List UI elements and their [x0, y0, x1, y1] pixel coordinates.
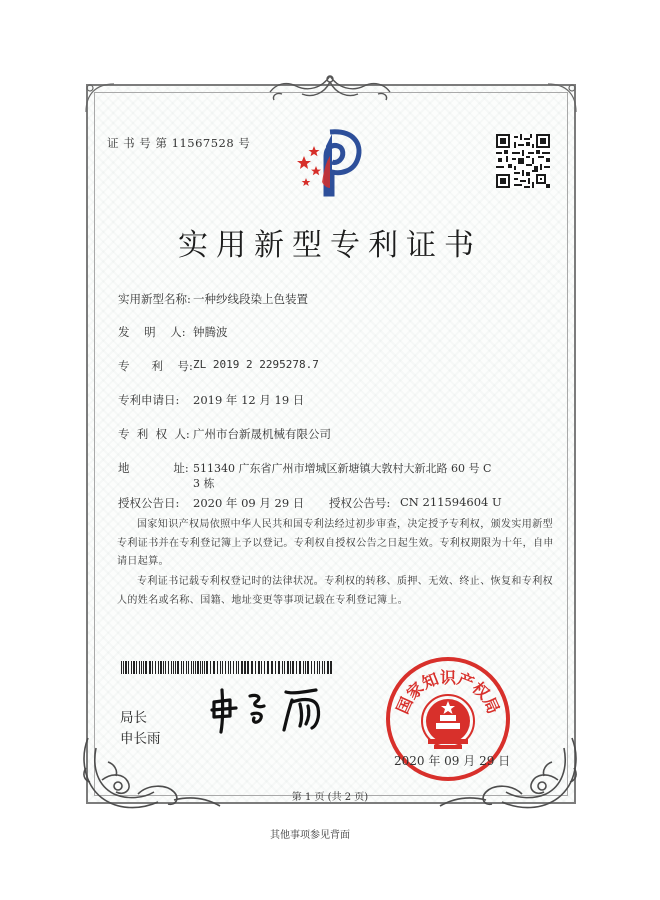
barcode-bar [131, 661, 132, 674]
barcode-bar [143, 661, 144, 674]
barcode-bar [222, 661, 223, 674]
barcode-bar [319, 661, 320, 674]
footer-note: 其他事项参见背面 [270, 830, 350, 841]
barcode-bar [121, 661, 122, 674]
barcode-bar [177, 661, 179, 674]
barcode-bar [191, 661, 192, 674]
barcode-bar [160, 661, 162, 674]
barcode-bar [145, 661, 147, 674]
barcode-bar [258, 661, 260, 674]
qr-code [496, 134, 550, 188]
barcode-bar [307, 661, 309, 674]
barcode-bar [163, 661, 164, 674]
barcode-bar [183, 661, 184, 674]
barcode-bar [244, 661, 246, 674]
barcode-bar [210, 661, 211, 674]
barcode-bar [200, 661, 201, 674]
barcode-bar [327, 661, 329, 674]
barcode-bar [287, 661, 289, 674]
certificate-title: 实用新型专利证书 [178, 228, 482, 263]
barcode-bar [197, 661, 199, 674]
barcode-bar [149, 661, 151, 674]
field-label-inventor: 发 明 人: [118, 325, 186, 339]
announcement-number-label: 授权公告号: [329, 496, 391, 510]
field-value-address: 511340 广东省广州市增城区新塘镇大敦村大新北路 60 号 C [193, 462, 492, 475]
barcode-bar [236, 661, 237, 674]
barcode-bar [241, 661, 243, 674]
announcement-number-value: CN 211594604 U [400, 495, 502, 509]
barcode-bar [125, 661, 127, 674]
barcode-bar [136, 661, 137, 674]
barcode-bar [230, 661, 231, 674]
patent-office-logo-icon [296, 126, 368, 198]
director-name: 申长雨 [120, 731, 161, 747]
field-value-name: 一种纱线段染上色装置 [193, 292, 308, 306]
barcode-bar [168, 661, 169, 674]
field-label-address: 地 址: [118, 461, 189, 475]
barcode-bar [275, 661, 276, 674]
barcode-bar [220, 661, 221, 674]
corner-ornament-top-right [542, 78, 582, 118]
field-value-address-line2: 3 栋 [193, 477, 215, 490]
field-label-patentee: 专 利 权 人: [118, 427, 190, 441]
barcode-bar [228, 661, 229, 674]
barcode-bar [141, 661, 142, 674]
barcode-bar [139, 661, 140, 674]
barcode-bar [284, 661, 285, 674]
field-label-application-date: 专利申请日: [118, 393, 180, 407]
barcode-bar [128, 661, 129, 674]
barcode-bar [193, 661, 194, 674]
barcode-bar [204, 661, 205, 674]
body-paragraph-2: 专利证书记载专利权登记时的法律状况。专利权的转移、质押、无效、终止、恢复和专利权人的姓名或名称、国籍、地址变更等事项记载在专利登记簿上。 [117, 576, 553, 606]
field-value-inventor: 钟腾波 [193, 325, 228, 339]
page-number: 第 1 页 (共 2 页) [291, 792, 369, 803]
barcode-bar [152, 661, 153, 674]
barcode-bar [188, 661, 189, 674]
barcode-bar [171, 661, 172, 674]
barcode-bar [296, 661, 297, 674]
barcode-bar [217, 661, 218, 674]
barcode-bar [290, 661, 291, 674]
barcode [121, 661, 336, 674]
barcode-bar [271, 661, 273, 674]
barcode-bar [282, 661, 283, 674]
barcode-bar [155, 661, 156, 674]
barcode-bar [255, 661, 256, 674]
certificate-number-suffix: 号 [238, 136, 251, 150]
certificate-number-value: 11567528 [171, 136, 235, 150]
barcode-bar [311, 661, 312, 674]
barcode-bar [238, 661, 239, 674]
barcode-bar [261, 661, 262, 674]
barcode-bar [233, 661, 234, 674]
director-title: 局长 [120, 710, 147, 726]
barcode-bar [247, 661, 249, 674]
barcode-bar [324, 661, 325, 674]
field-value-patent-number: ZL 2019 2 2295278.7 [193, 358, 319, 371]
barcode-bar [267, 661, 269, 674]
barcode-bar [181, 661, 182, 674]
barcode-bar [299, 661, 301, 674]
certificate-number-label: 证 书 号 第 [107, 136, 168, 150]
corner-ornament-top-left [80, 78, 120, 118]
barcode-bar [330, 661, 332, 674]
barcode-bar [175, 661, 176, 674]
barcode-bar [133, 661, 135, 674]
barcode-bar [251, 661, 253, 674]
seal-text: 国家知识产权局 [392, 668, 504, 717]
body-paragraph-1: 国家知识产权局依照中华人民共和国专利法经过初步审查，决定授予专利权，颁发实用新型专利证书并在专利登记簿上予以登记。专利权自授权公告之日起生效。专利权期限为十年，自申请日起算。 [117, 519, 554, 567]
field-label-name: 实用新型名称: [118, 292, 191, 306]
announcement-date-label: 授权公告日: [118, 496, 180, 510]
barcode-bar [186, 661, 187, 674]
top-ornament [262, 72, 398, 102]
director-signature [208, 684, 338, 734]
barcode-bar [158, 661, 159, 674]
seal-date: 2020 年 09 月 29 日 [394, 754, 511, 768]
barcode-bar [202, 661, 203, 674]
barcode-bar [225, 661, 226, 674]
barcode-bar [195, 661, 196, 674]
field-value-patentee: 广州市台新晟机械有限公司 [193, 427, 331, 441]
barcode-bar [303, 661, 304, 674]
barcode-bar [165, 661, 166, 674]
barcode-bar [123, 661, 124, 674]
certificate-number [107, 135, 250, 151]
field-label-patent-number: 专 利 号: [118, 359, 193, 373]
barcode-bar [264, 661, 265, 674]
barcode-bar [305, 661, 306, 674]
barcode-bar [292, 661, 294, 674]
field-value-application-date: 2019 年 12 月 19 日 [193, 393, 305, 407]
barcode-bar [314, 661, 315, 674]
barcode-bar [322, 661, 323, 674]
barcode-bar [317, 661, 318, 674]
announcement-date-value: 2020 年 09 月 29 日 [193, 496, 305, 510]
barcode-bar [173, 661, 174, 674]
barcode-bar [278, 661, 280, 674]
barcode-bar [213, 661, 215, 674]
barcode-bar [206, 661, 208, 674]
